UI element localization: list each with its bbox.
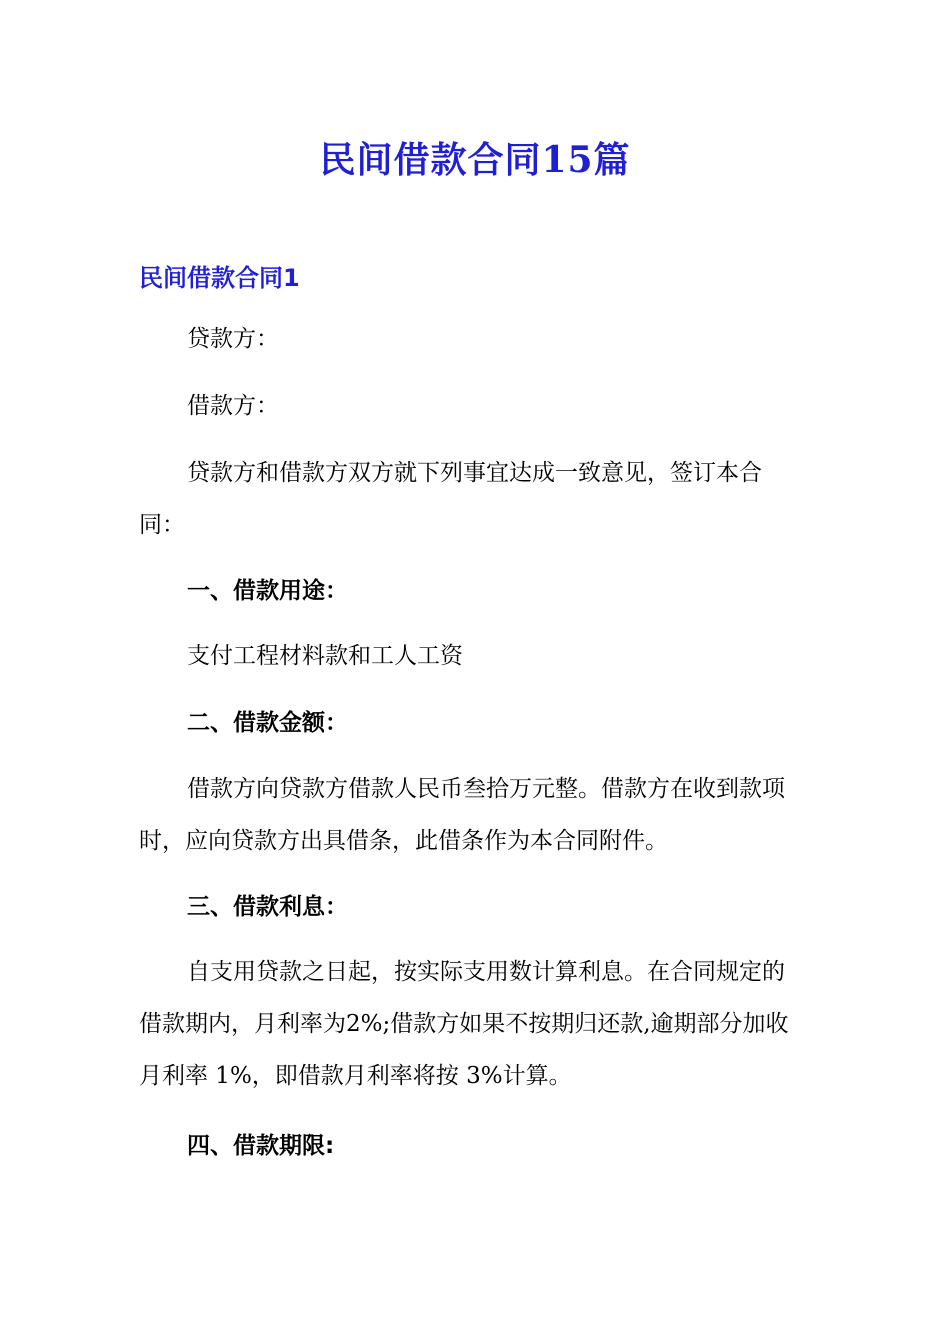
purpose-paragraph: 支付工程材料款和工人工资	[187, 643, 463, 669]
heading-interest: 三、借款利息：	[187, 894, 348, 920]
borrower-label: 借款方：	[187, 393, 279, 419]
heading-purpose: 一、借款用途：	[187, 578, 348, 604]
intro-paragraph: 贷款方和借款方双方就下列事宜达成一致意见，签订本合同：	[139, 460, 762, 538]
document-title: 民间借款合同15篇	[319, 139, 631, 181]
lender-label: 贷款方：	[187, 326, 279, 352]
section-title: 民间借款合同1	[139, 264, 300, 292]
interest-paragraph: 自支用贷款之日起，按实际支用数计算利息。在合同规定的借款期内，月利率为2%;借款方如果不按期归还款,逾期部分加收月利率 1%，即借款月利率将按 3%计算。	[139, 959, 789, 1089]
heading-term: 四、借款期限:	[187, 1133, 335, 1159]
amount-paragraph: 借款方向贷款方借款人民币叁拾万元整。借款方在收到款项时，应向贷款方出具借条，此借条作为本合同附件。	[139, 776, 785, 854]
heading-amount: 二、借款金额：	[187, 710, 348, 736]
